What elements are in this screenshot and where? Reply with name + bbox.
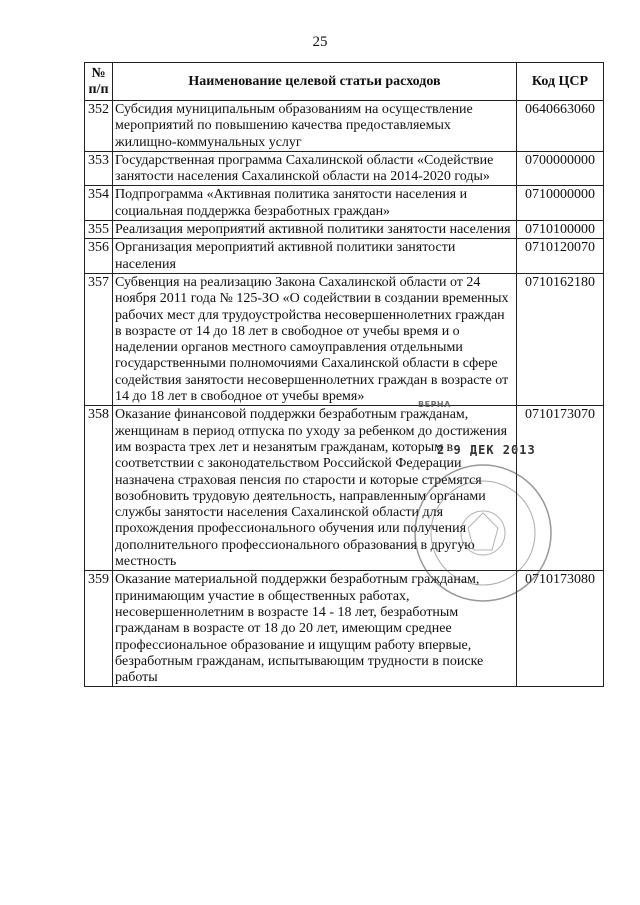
row-num: 356: [85, 239, 113, 274]
row-num: 352: [85, 101, 113, 152]
row-num: 359: [85, 571, 113, 687]
row-name: Оказание материальной поддержки безработным гражданам, принимающим участие в общественных работах, несовершеннолетним в возрасте 14 - 18 лет, безработным гражданам в возрасте от 18 до 20 лет, имеющим среднее профессиональное образование и ищущим работу впервые, безработным гражданам, испытывающим трудности в поиске работы: [113, 571, 517, 687]
row-code: 0710000000: [517, 186, 604, 221]
certification-stamp: ВЕРНА: [418, 400, 451, 409]
date-stamp: 2 9 ДЕК 2013: [437, 443, 536, 457]
page-number: 25: [312, 34, 328, 50]
table-row: [85, 571, 604, 687]
row-name: Субсидия муниципальным образованиям на осуществление мероприятий по повышению качества предоставляемых жилищно-коммунальных услуг: [113, 101, 517, 152]
row-code: 0710120070: [517, 239, 604, 274]
table-row: [85, 221, 604, 239]
row-name: Оказание финансовой поддержки безработным гражданам, женщинам в период отпуска по уходу за ребенком до достижения им возраста трех лет и незанятым гражданам, которым в соответствии с законодательством Российской Федерации назначена страховая пенсия по старости и которые стремятся возобновить трудовую деятельность, направленным органами службы занятости населения Сахалинской области для прохождения профессионального обучения или получения дополнительного профессионального образования в другую местность: [113, 406, 517, 571]
header-code: Код ЦСР: [517, 63, 604, 101]
table-row: [85, 273, 604, 405]
table-row: [85, 101, 604, 152]
header-name: Наименование целевой статьи расходов: [113, 63, 517, 101]
row-code: 0640663060: [517, 101, 604, 152]
table-row: [85, 151, 604, 186]
row-code: 0710100000: [517, 221, 604, 239]
table-row: [85, 406, 604, 571]
table-row: [85, 239, 604, 274]
budget-items-table: [84, 62, 604, 687]
row-code: 0710173080: [517, 571, 604, 687]
row-code: 0700000000: [517, 151, 604, 186]
row-name: Государственная программа Сахалинской области «Содействие занятости населения Сахалинской области на 2014-2020 годы»: [113, 151, 517, 186]
table-header-row: [85, 63, 604, 101]
row-num: 353: [85, 151, 113, 186]
header-num: № п/п: [85, 63, 113, 101]
row-num: 358: [85, 406, 113, 571]
row-num: 357: [85, 273, 113, 405]
row-num: 354: [85, 186, 113, 221]
row-code: 0710162180: [517, 273, 604, 405]
row-name: Субвенция на реализацию Закона Сахалинской области от 24 ноября 2011 года № 125-ЗО «О содействии в создании временных рабочих мест для трудоустройства несовершеннолетних граждан в возрасте от 14 до 18 лет в свободное от учебы время и о наделении органов местного самоуправления отдельными государственными полномочиями Сахалинской области в сфере содействия занятости несовершеннолетних граждан в возрасте от 14 до 18 лет в свободное от учебы время»: [113, 273, 517, 405]
row-name: Организация мероприятий активной политики занятости населения: [113, 239, 517, 274]
row-num: 355: [85, 221, 113, 239]
row-code: 0710173070: [517, 406, 604, 571]
row-name: Подпрограмма «Активная политика занятости населения и социальная поддержка безработных граждан»: [113, 186, 517, 221]
table-row: [85, 186, 604, 221]
row-name: Реализация мероприятий активной политики занятости населения: [113, 221, 517, 239]
